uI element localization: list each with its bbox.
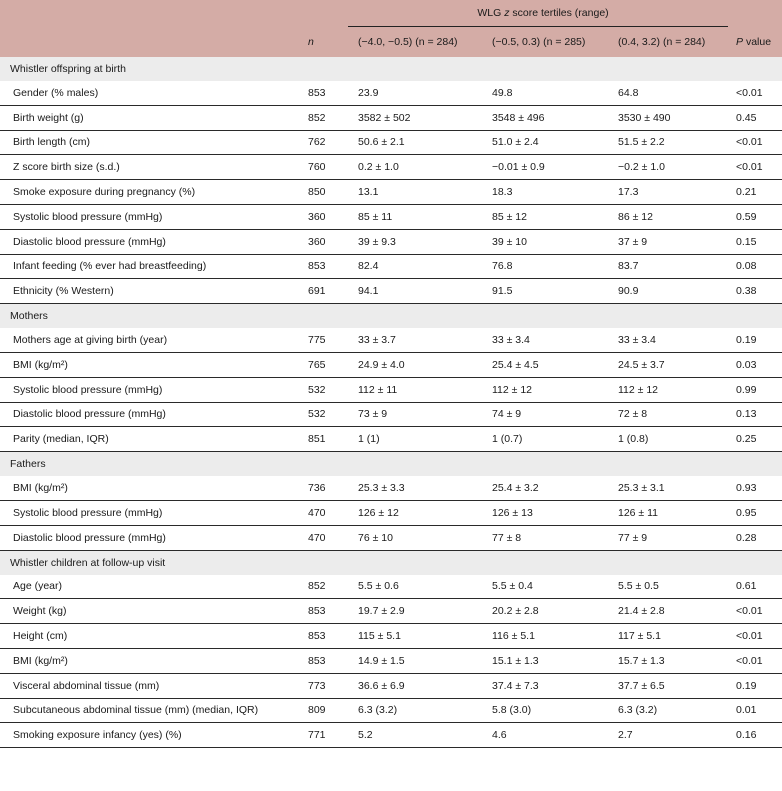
row-label: BMI (kg/m²) [0,648,298,673]
tertiles-header: WLG z score tertiles (range) [348,0,728,27]
table-row [0,254,782,279]
row-tertile-2: 25.4 ± 4.5 [482,352,608,377]
row-label: Systolic blood pressure (mmHg) [0,204,298,229]
row-tertile-2: 49.8 [482,81,608,105]
row-label: Birth weight (g) [0,105,298,130]
row-tertile-1: 14.9 ± 1.5 [348,648,482,673]
row-p-value: 0.59 [728,204,782,229]
row-tertile-3: 51.5 ± 2.2 [608,130,728,155]
row-p-value: 0.19 [728,328,782,352]
row-p-value: <0.01 [728,624,782,649]
row-tertile-1: 5.5 ± 0.6 [348,575,482,599]
row-tertile-1: 24.9 ± 4.0 [348,352,482,377]
tertile-3-header: (0.4, 3.2) (n = 284) [608,27,728,58]
row-tertile-3: 126 ± 11 [608,500,728,525]
row-p-value: <0.01 [728,155,782,180]
row-n: 853 [298,648,348,673]
row-label: Subcutaneous abdominal tissue (mm) (median, IQR) [0,698,298,723]
row-n: 775 [298,328,348,352]
row-p-value: 0.03 [728,352,782,377]
row-tertile-3: 86 ± 12 [608,204,728,229]
row-tertile-2: 33 ± 3.4 [482,328,608,352]
row-n: 853 [298,624,348,649]
table-row [0,180,782,205]
row-n: 850 [298,180,348,205]
section-title: Whistler offspring at birth [0,57,782,81]
row-n: 852 [298,575,348,599]
row-tertile-2: 77 ± 8 [482,525,608,550]
table-row [0,105,782,130]
row-tertile-2: 15.1 ± 1.3 [482,648,608,673]
row-tertile-3: −0.2 ± 1.0 [608,155,728,180]
row-p-value: 0.28 [728,525,782,550]
row-tertile-3: 6.3 (3.2) [608,698,728,723]
row-tertile-2: 76.8 [482,254,608,279]
row-p-value: 0.45 [728,105,782,130]
section-title: Mothers [0,304,782,329]
row-tertile-2: 37.4 ± 7.3 [482,673,608,698]
row-tertile-2: −0.01 ± 0.9 [482,155,608,180]
row-tertile-3: 64.8 [608,81,728,105]
row-tertile-3: 72 ± 8 [608,402,728,427]
row-n: 853 [298,599,348,624]
row-label: BMI (kg/m²) [0,352,298,377]
table-row [0,476,782,500]
table-row [0,279,782,304]
row-label: Birth length (cm) [0,130,298,155]
row-p-value: 0.21 [728,180,782,205]
row-tertile-2: 39 ± 10 [482,229,608,254]
row-tertile-2: 5.8 (3.0) [482,698,608,723]
section-header-row [0,304,782,329]
row-p-value: 0.38 [728,279,782,304]
row-p-value: 0.01 [728,698,782,723]
row-tertile-1: 36.6 ± 6.9 [348,673,482,698]
row-tertile-2: 116 ± 5.1 [482,624,608,649]
row-tertile-2: 18.3 [482,180,608,205]
row-label: Z score birth size (s.d.) [0,155,298,180]
row-n: 532 [298,402,348,427]
table-row [0,525,782,550]
row-tertile-3: 3530 ± 490 [608,105,728,130]
row-tertile-1: 115 ± 5.1 [348,624,482,649]
row-tertile-3: 2.7 [608,723,728,748]
row-tertile-3: 37.7 ± 6.5 [608,673,728,698]
table-row [0,673,782,698]
row-tertile-1: 73 ± 9 [348,402,482,427]
row-p-value: 0.61 [728,575,782,599]
row-tertile-2: 20.2 ± 2.8 [482,599,608,624]
row-tertile-2: 51.0 ± 2.4 [482,130,608,155]
row-label: Infant feeding (% ever had breastfeeding) [0,254,298,279]
row-label: Systolic blood pressure (mmHg) [0,377,298,402]
row-n: 360 [298,229,348,254]
p-value-header: P value [728,27,782,58]
row-tertile-2: 74 ± 9 [482,402,608,427]
table-row [0,229,782,254]
row-n: 852 [298,105,348,130]
table-row [0,81,782,105]
row-n: 851 [298,427,348,452]
table-row [0,352,782,377]
row-tertile-1: 19.7 ± 2.9 [348,599,482,624]
table-row [0,155,782,180]
row-tertile-1: 85 ± 11 [348,204,482,229]
row-n: 470 [298,500,348,525]
row-tertile-1: 82.4 [348,254,482,279]
row-tertile-3: 112 ± 12 [608,377,728,402]
table-row [0,599,782,624]
row-p-value: 0.15 [728,229,782,254]
row-label: Mothers age at giving birth (year) [0,328,298,352]
table-row [0,624,782,649]
row-tertile-1: 39 ± 9.3 [348,229,482,254]
row-p-value: 0.08 [728,254,782,279]
row-tertile-3: 15.7 ± 1.3 [608,648,728,673]
row-tertile-2: 5.5 ± 0.4 [482,575,608,599]
row-label: Diastolic blood pressure (mmHg) [0,229,298,254]
table-header [0,0,782,57]
section-title: Whistler children at follow-up visit [0,550,782,575]
table-row [0,698,782,723]
row-tertile-3: 117 ± 5.1 [608,624,728,649]
row-tertile-3: 83.7 [608,254,728,279]
table-row [0,575,782,599]
table-row [0,500,782,525]
table-row [0,130,782,155]
row-p-value: <0.01 [728,648,782,673]
row-label: Smoke exposure during pregnancy (%) [0,180,298,205]
tertile-2-header: (−0.5, 0.3) (n = 285) [482,27,608,58]
row-n: 773 [298,673,348,698]
row-tertile-3: 90.9 [608,279,728,304]
row-tertile-1: 112 ± 11 [348,377,482,402]
row-p-value: 0.25 [728,427,782,452]
row-tertile-3: 5.5 ± 0.5 [608,575,728,599]
row-n: 765 [298,352,348,377]
row-n: 771 [298,723,348,748]
row-tertile-1: 0.2 ± 1.0 [348,155,482,180]
row-tertile-3: 24.5 ± 3.7 [608,352,728,377]
row-tertile-1: 6.3 (3.2) [348,698,482,723]
row-tertile-2: 4.6 [482,723,608,748]
row-tertile-1: 13.1 [348,180,482,205]
row-tertile-1: 5.2 [348,723,482,748]
table-row [0,648,782,673]
row-label: BMI (kg/m²) [0,476,298,500]
row-p-value: <0.01 [728,81,782,105]
table-row [0,377,782,402]
row-n: 736 [298,476,348,500]
row-n: 853 [298,81,348,105]
row-tertile-2: 91.5 [482,279,608,304]
row-n: 762 [298,130,348,155]
tertile-1-header: (−4.0, −0.5) (n = 284) [348,27,482,58]
row-tertile-2: 112 ± 12 [482,377,608,402]
row-label: Weight (kg) [0,599,298,624]
table-row [0,328,782,352]
row-p-value: 0.16 [728,723,782,748]
row-tertile-2: 126 ± 13 [482,500,608,525]
row-tertile-1: 25.3 ± 3.3 [348,476,482,500]
row-tertile-3: 17.3 [608,180,728,205]
row-p-value: 0.13 [728,402,782,427]
row-tertile-3: 77 ± 9 [608,525,728,550]
row-tertile-1: 94.1 [348,279,482,304]
row-tertile-1: 50.6 ± 2.1 [348,130,482,155]
row-label: Parity (median, IQR) [0,427,298,452]
row-label: Height (cm) [0,624,298,649]
row-tertile-2: 85 ± 12 [482,204,608,229]
row-n: 760 [298,155,348,180]
row-tertile-2: 25.4 ± 3.2 [482,476,608,500]
row-label: Ethnicity (% Western) [0,279,298,304]
row-tertile-2: 3548 ± 496 [482,105,608,130]
row-tertile-3: 33 ± 3.4 [608,328,728,352]
row-label: Diastolic blood pressure (mmHg) [0,402,298,427]
row-tertile-3: 21.4 ± 2.8 [608,599,728,624]
row-tertile-1: 1 (1) [348,427,482,452]
row-tertile-1: 76 ± 10 [348,525,482,550]
row-label: Diastolic blood pressure (mmHg) [0,525,298,550]
row-p-value: 0.93 [728,476,782,500]
section-header-row [0,550,782,575]
row-p-value: 0.99 [728,377,782,402]
row-tertile-1: 3582 ± 502 [348,105,482,130]
table-row [0,204,782,229]
row-p-value: <0.01 [728,599,782,624]
row-n: 691 [298,279,348,304]
section-header-row [0,57,782,81]
table-row [0,723,782,748]
row-n: 809 [298,698,348,723]
table-body [0,57,782,748]
row-label: Smoking exposure infancy (yes) (%) [0,723,298,748]
row-n: 532 [298,377,348,402]
row-label: Visceral abdominal tissue (mm) [0,673,298,698]
row-p-value: 0.95 [728,500,782,525]
row-p-value: 0.19 [728,673,782,698]
n-column-header: n [298,27,348,58]
section-title: Fathers [0,452,782,477]
row-n: 470 [298,525,348,550]
row-tertile-3: 37 ± 9 [608,229,728,254]
table-row [0,402,782,427]
row-label: Gender (% males) [0,81,298,105]
table-row [0,427,782,452]
row-n: 853 [298,254,348,279]
row-label: Age (year) [0,575,298,599]
row-tertile-2: 1 (0.7) [482,427,608,452]
row-label: Systolic blood pressure (mmHg) [0,500,298,525]
section-header-row [0,452,782,477]
row-n: 360 [298,204,348,229]
row-tertile-3: 1 (0.8) [608,427,728,452]
row-p-value: <0.01 [728,130,782,155]
row-tertile-3: 25.3 ± 3.1 [608,476,728,500]
row-tertile-1: 33 ± 3.7 [348,328,482,352]
row-tertile-1: 23.9 [348,81,482,105]
row-tertile-1: 126 ± 12 [348,500,482,525]
